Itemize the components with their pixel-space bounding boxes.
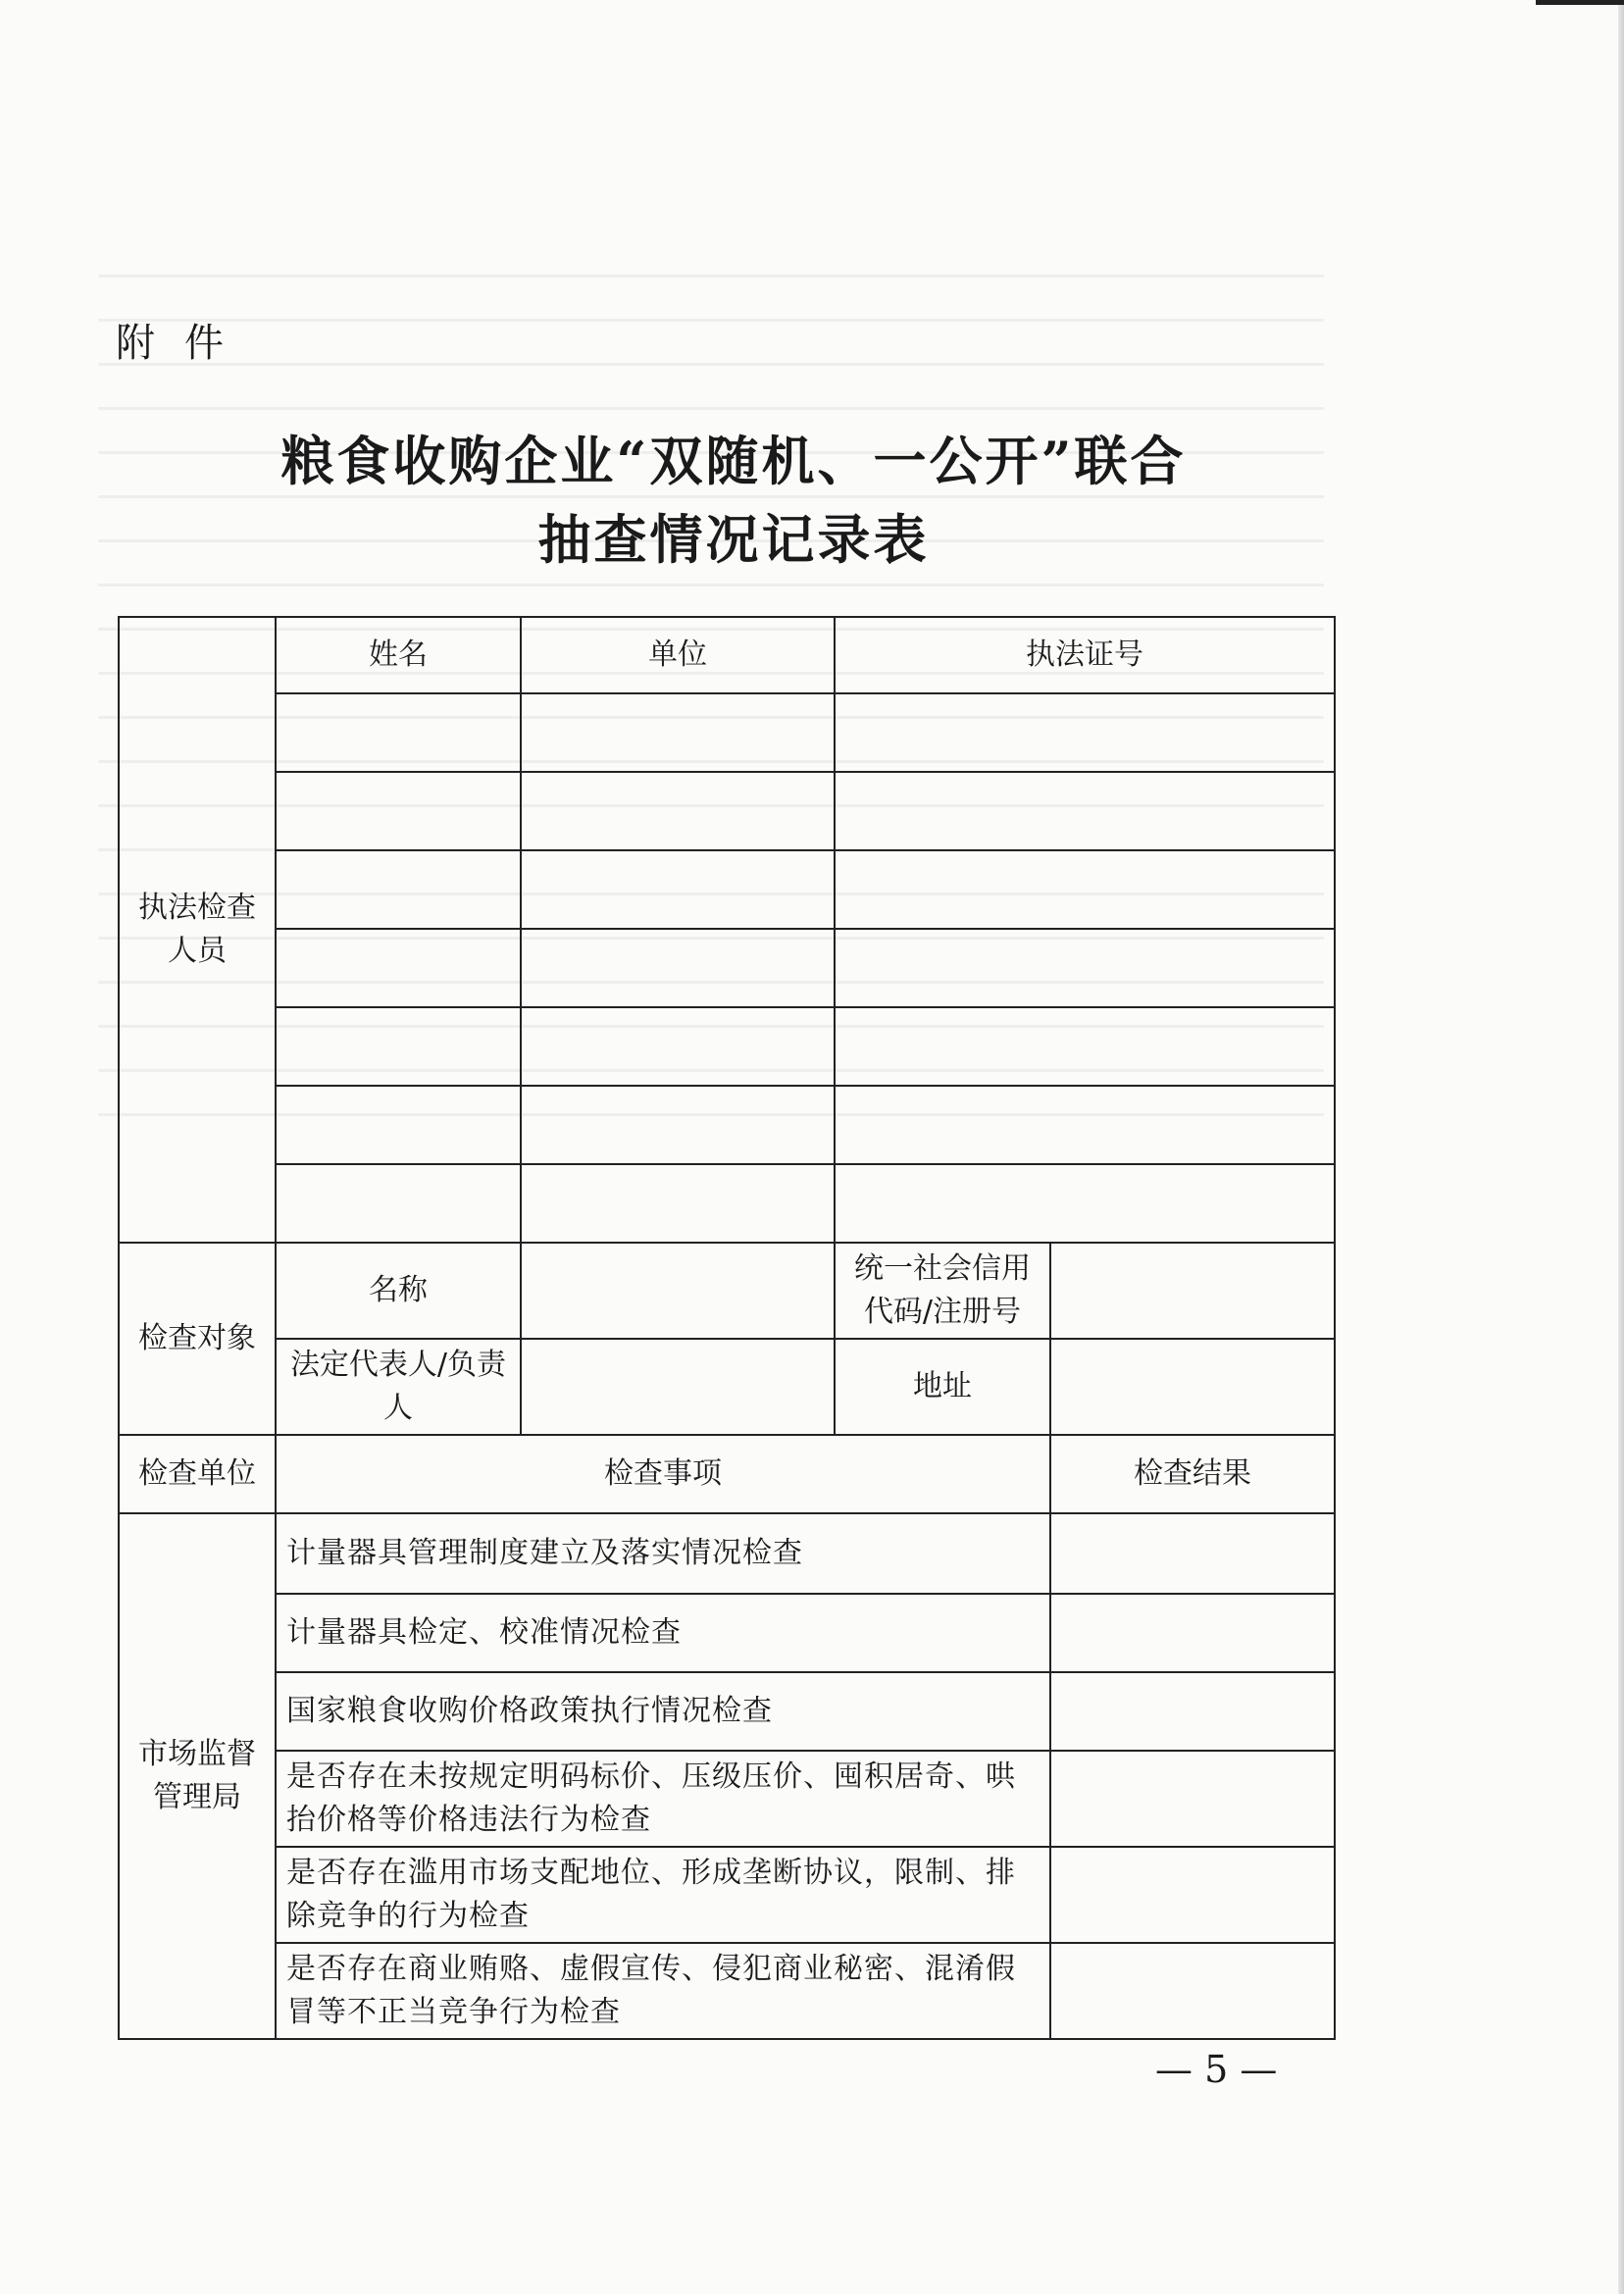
inspector-row bbox=[119, 772, 1335, 850]
inspector-unit-cell[interactable] bbox=[521, 1086, 835, 1164]
inspector-cert-cell[interactable] bbox=[835, 1164, 1335, 1243]
inspector-row bbox=[119, 1086, 1335, 1164]
inspector-cert-cell[interactable] bbox=[835, 929, 1335, 1007]
col-header-name: 姓名 bbox=[276, 617, 521, 693]
inspector-cert-cell[interactable] bbox=[835, 1086, 1335, 1164]
legal-rep-label: 法定代表人/负责人 bbox=[276, 1339, 521, 1435]
check-item: 计量器具检定、校准情况检查 bbox=[276, 1594, 1050, 1672]
check-unit-name: 市场监督管理局 bbox=[119, 1513, 276, 2039]
inspector-unit-cell[interactable] bbox=[521, 850, 835, 929]
attachment-label: 附件 bbox=[116, 321, 253, 366]
legal-rep-value[interactable] bbox=[521, 1339, 835, 1435]
page-number: — 5 — bbox=[1155, 2048, 1278, 2091]
inspector-cert-cell[interactable] bbox=[835, 850, 1335, 929]
check-item-header: 检查事项 bbox=[276, 1435, 1050, 1513]
inspector-row bbox=[119, 850, 1335, 929]
inspector-name-cell[interactable] bbox=[276, 1164, 521, 1243]
inspector-cert-cell[interactable] bbox=[835, 693, 1335, 772]
inspector-row bbox=[119, 693, 1335, 772]
check-item: 是否存在未按规定明码标价、压级压价、囤积居奇、哄抬价格等价格违法行为检查 bbox=[276, 1751, 1050, 1847]
inspector-unit-cell[interactable] bbox=[521, 929, 835, 1007]
address-label: 地址 bbox=[835, 1339, 1050, 1435]
inspector-name-cell[interactable] bbox=[276, 929, 521, 1007]
inspector-row bbox=[119, 929, 1335, 1007]
document-title-line2: 抽查情况记录表 bbox=[537, 508, 930, 571]
inspector-cert-cell[interactable] bbox=[835, 1007, 1335, 1086]
inspector-name-cell[interactable] bbox=[276, 693, 521, 772]
check-result-cell[interactable] bbox=[1050, 1751, 1335, 1847]
inspectors-section-label: 执法检查人员 bbox=[119, 617, 276, 1243]
check-result-header: 检查结果 bbox=[1050, 1435, 1335, 1513]
target-name-label: 名称 bbox=[276, 1243, 521, 1339]
address-value[interactable] bbox=[1050, 1339, 1335, 1435]
target-name-value[interactable] bbox=[521, 1243, 835, 1339]
check-item: 国家粮食收购价格政策执行情况检查 bbox=[276, 1672, 1050, 1751]
credit-code-value[interactable] bbox=[1050, 1243, 1335, 1339]
inspector-row bbox=[119, 1007, 1335, 1086]
inspector-name-cell[interactable] bbox=[276, 772, 521, 850]
check-result-cell[interactable] bbox=[1050, 1513, 1335, 1594]
inspector-unit-cell[interactable] bbox=[521, 772, 835, 850]
check-item: 计量器具管理制度建立及落实情况检查 bbox=[276, 1513, 1050, 1594]
target-section-label: 检查对象 bbox=[119, 1243, 276, 1435]
col-header-cert: 执法证号 bbox=[835, 617, 1335, 693]
check-result-cell[interactable] bbox=[1050, 1672, 1335, 1751]
inspector-name-cell[interactable] bbox=[276, 1007, 521, 1086]
page-edge bbox=[1618, 0, 1624, 2294]
col-header-unit: 单位 bbox=[521, 617, 835, 693]
check-item: 是否存在商业贿赂、虚假宣传、侵犯商业秘密、混淆假冒等不正当竞争行为检查 bbox=[276, 1943, 1050, 2039]
inspector-row bbox=[119, 1164, 1335, 1243]
scan-corner-mark bbox=[1536, 0, 1624, 5]
inspector-name-cell[interactable] bbox=[276, 1086, 521, 1164]
check-unit-header: 检查单位 bbox=[119, 1435, 276, 1513]
inspector-unit-cell[interactable] bbox=[521, 1164, 835, 1243]
inspector-cert-cell[interactable] bbox=[835, 772, 1335, 850]
inspector-unit-cell[interactable] bbox=[521, 693, 835, 772]
check-item: 是否存在滥用市场支配地位、形成垄断协议，限制、排除竞争的行为检查 bbox=[276, 1847, 1050, 1943]
inspection-record-table bbox=[118, 616, 1336, 2040]
credit-code-label: 统一社会信用代码/注册号 bbox=[835, 1243, 1050, 1339]
document-title-line1: 粮食收购企业“双随机、一公开”联合 bbox=[280, 430, 1187, 492]
check-result-cell[interactable] bbox=[1050, 1594, 1335, 1672]
inspector-name-cell[interactable] bbox=[276, 850, 521, 929]
check-result-cell[interactable] bbox=[1050, 1943, 1335, 2039]
check-result-cell[interactable] bbox=[1050, 1847, 1335, 1943]
inspector-unit-cell[interactable] bbox=[521, 1007, 835, 1086]
